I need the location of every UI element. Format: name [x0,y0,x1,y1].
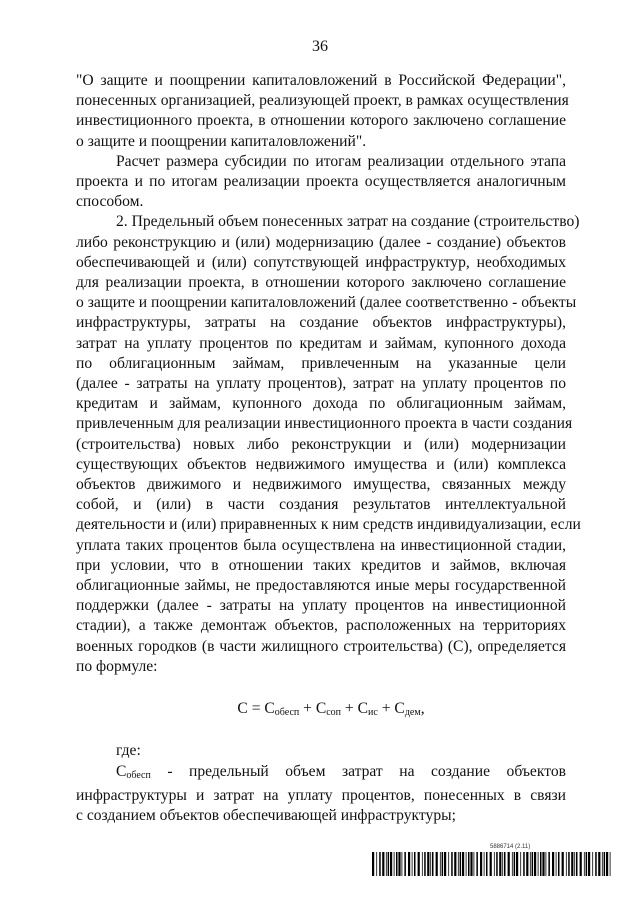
barcode [372,852,612,876]
document-body [76,71,581,826]
definition-line: с созданием объектов обеспечивающей инфраструктуры; [76,806,456,824]
text-line: деятельности и (или) приравненных к ним средств индивидуализации, если [76,516,581,534]
text-line: по формуле: [76,657,158,675]
page-number: 36 [312,38,328,55]
text-line: (далее - затраты на уплату процентов), затрат на уплату процентов по [76,375,566,393]
text-line: (строительства) новых либо реконструкции и (или) модернизации [76,435,566,453]
text-line: кредитам и займам, купонного дохода по облигационным займам, [76,395,566,413]
text-line: проекта и по итогам реализации проекта осуществляется аналогичным [76,173,566,191]
formula: $С = С_{обесп} + С_{соп} + С_{ис} + С_{дем}$, [237,700,425,719]
text-line: "О защите и поощрении капиталовложений в Российской Федерации", [76,72,566,89]
paragraph-expense-limit [76,212,581,677]
where-label: где: [116,742,141,760]
definition-line: инфраструктуры и затрат на уплату процентов, понесенных в связи [76,786,566,804]
definition-c-obesp [76,762,566,827]
paragraph-law-reference [76,71,569,152]
text-line: уплата таких процентов была осуществлена на инвестиционной стадии, [76,536,566,554]
text-line: инвестиционного проекта, в отношении которого заключено соглашение [76,112,566,130]
text-line: собой, и (или) в части создания результатов интеллектуальной [76,496,566,514]
text-line: поддержки (далее - затраты на уплату процентов на инвестиционной [76,597,566,615]
text-line: обеспечивающей и (или) сопутствующей инфраструктур, необходимых [76,253,566,271]
text-line: способом. [76,193,144,211]
document-id: 5886714 (2.11) [490,844,531,850]
text-line: инфраструктуры, затраты на создание объектов инфраструктуры), [76,314,566,332]
text-line: затрат на уплату процентов по кредитам и займам, купонного дохода [76,334,566,352]
text-line: объектов движимого и недвижимого имущества, связанных между [76,476,566,494]
text-line: при условии, что в отношении таких кредитов и займов, включая [76,556,566,574]
text-line: облигационные займы, не предоставляются иные меры государственной [76,577,566,595]
text-line: Расчет размера субсидии по итогам реализации отдельного этапа [116,152,566,170]
text-line: о защите и поощрении капиталовложений (далее соответственно - объекты [76,294,577,312]
text-line: военных городков (в части жилищного строительства) (С), определяется [76,637,566,655]
text-line: стадии), а также демонтаж объектов, расположенных на территориях [76,617,566,635]
text-line: привлеченным для реализации инвестиционного проекта в части создания [76,415,573,433]
text-line: существующих объектов недвижимого имущества и (или) комплекса [76,455,566,473]
text-line: о защите и поощрении капиталовложений". [76,132,367,150]
text-line: для реализации проекта, в отношении которого заключено соглашение [76,274,566,292]
text-line: либо реконструкцию и (или) модернизацию (далее - создание) объектов [76,233,566,251]
definition-line: $С_{обесп}$ - предельный объем затрат на создание объектов [116,762,566,781]
text-line: 2. Предельный объем понесенных затрат на создание (строительство) [116,213,580,231]
text-line: понесенных организацией, реализующей проект, в рамках осуществления [76,92,569,110]
paragraph-subsidy-calculation [76,152,566,213]
text-line: по облигационным займам, привлеченным на указанные цели [76,354,566,372]
